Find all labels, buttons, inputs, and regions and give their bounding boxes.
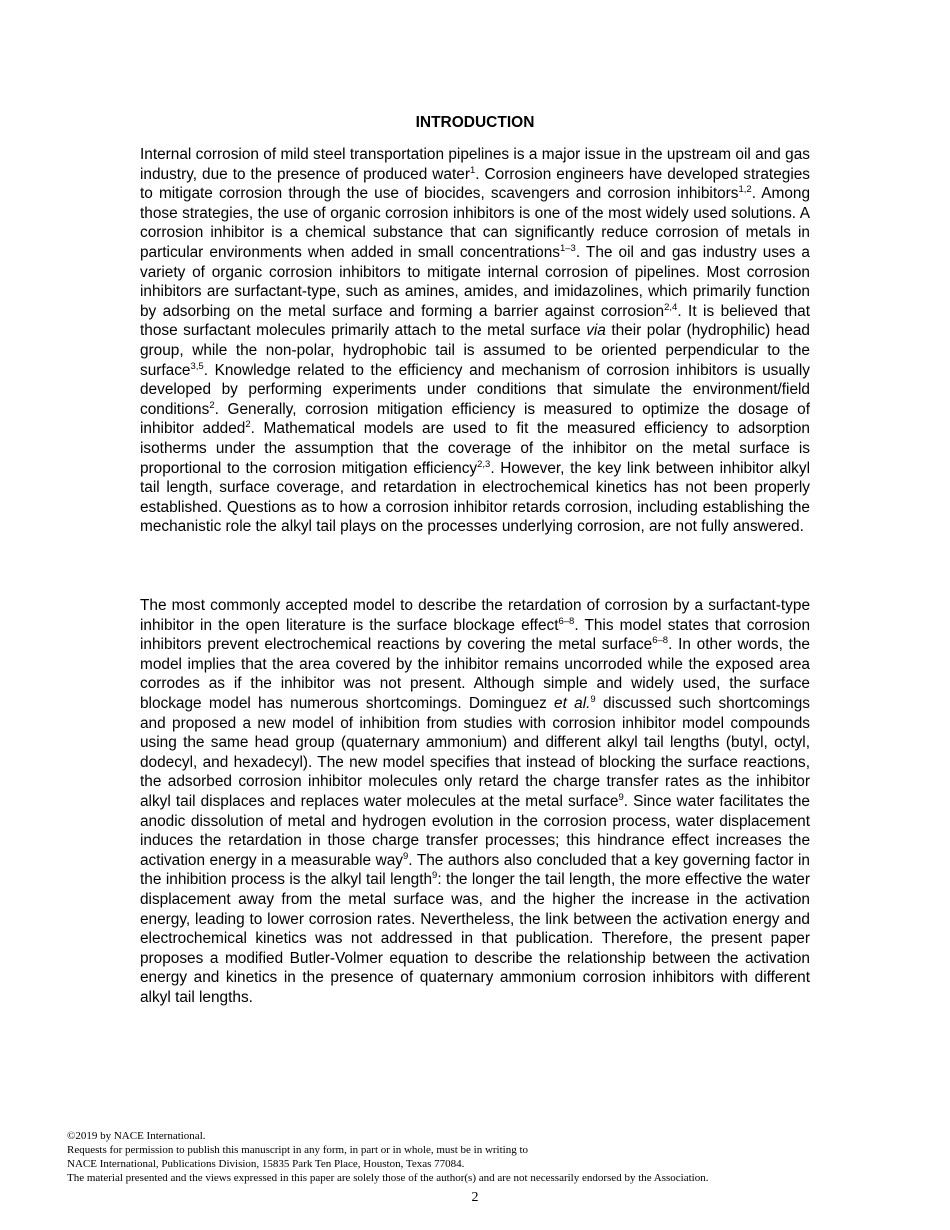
- citation: 1–3: [559, 242, 576, 254]
- citation: 6–8: [558, 615, 575, 627]
- citation: 3,5: [190, 360, 204, 372]
- citation: 1,2: [738, 184, 752, 196]
- citation: 9: [618, 791, 624, 803]
- permission-notice: Requests for permission to publish this manuscript in any form, in part or in whole, must be in writing to: [67, 1144, 529, 1156]
- text-run: . It is believed that those surfactant molecules primarily attach to the metal surface: [140, 302, 810, 340]
- text-run: . This model states that corrosion inhibitors prevent electrochemical reactions by covering the metal surface: [140, 616, 810, 654]
- text-run: . Knowledge related to the efficiency and mechanism of corrosion inhibitors is usually developed by performing experiments under conditions that simulate the environment/field conditions: [140, 361, 810, 418]
- text-run: . However, the key link between inhibitor alkyl tail length, surface coverage, and retardation in electrochemical kinetics has not been properly established. Questions as to how a corrosion inhibitor retards corrosion, including establishing the mechanistic role the alkyl tail plays on the processes underlying corrosion, are not fully answered.: [140, 459, 810, 536]
- citation: 1: [469, 164, 476, 176]
- text-run: . Generally, corrosion mitigation efficiency is measured to optimize the dosage of inhibitor added: [140, 400, 810, 438]
- citation: 6–8: [652, 635, 669, 647]
- introduction-paragraph-1: [140, 145, 810, 537]
- page-number: 2: [471, 1190, 479, 1205]
- text-run: . In other words, the model implies that the area covered by the inhibitor remains uncorroded while the exposed area corrodes as if the inhibitor was not present. Although simple and widely used, the surface blockage model has numerous shortcomings. Dominguez: [140, 636, 810, 712]
- introduction-paragraph-2: [140, 596, 810, 1007]
- text-run: . The authors also concluded that a key governing factor in the inhibition process is the alkyl tail length: [140, 851, 810, 889]
- citation: 9: [432, 870, 438, 882]
- citation: 9: [590, 693, 596, 705]
- text-run: . Corrosion engineers have developed strategies to mitigate corrosion through the use of biocides, scavengers and corrosion inhibitors: [140, 165, 811, 203]
- citation: 2,4: [664, 301, 678, 313]
- disclaimer: The material presented and the views expressed in this paper are solely those of the author(s) and are not necessarily endorsed by the Association.: [67, 1172, 709, 1184]
- copyright-notice: ©2019 by NACE International.: [67, 1130, 206, 1142]
- text-run: . Mathematical models are used to fit the measured efficiency to adsorption isotherms under the assumption that the coverage of the inhibitor on the metal surface is proportional to the corrosion mitigation efficiency: [140, 420, 810, 477]
- section-heading: INTRODUCTION: [415, 114, 535, 131]
- text-run: Internal corrosion of mild steel transportation pipelines is a major issue in the upstream oil and gas industry, due to the presence of produced water: [140, 146, 810, 183]
- text-run: The most commonly accepted model to describe the retardation of corrosion by a surfactant-type inhibitor in the open literature is the surface blockage effect: [140, 597, 810, 634]
- text-run: . Among those strategies, the use of organic corrosion inhibitors is one of the most widely used solutions. A corrosion inhibitor is a chemical substance that can significantly reduce corrosion of metals in particular environments when added in small concentrations: [140, 185, 811, 261]
- text-run: . Since water facilitates the anodic dissolution of metal and hydrogen evolution in the corrosion process, water displacement induces the retardation in those charge transfer processes; this hindrance effect increases the activation energy in a measurable way: [140, 792, 810, 869]
- citation: 9: [403, 850, 409, 862]
- publisher-address: NACE International, Publications Division, 15835 Park Ten Place, Houston, Texas 77084.: [67, 1158, 465, 1170]
- citation: 2,3: [477, 458, 491, 470]
- text-run: their polar (hydrophilic) head group, while the non-polar, hydrophobic tail is assumed to be oriented perpendicular to the surface: [140, 322, 810, 379]
- italic-term: et al.: [554, 694, 591, 712]
- text-run: . The oil and gas industry uses a variety of organic corrosion inhibitors to mitigate internal corrosion of pipelines. Most corrosion inhibitors are surfactant-type, such as amines, amides, and imidazolines, which primarily function by adsorbing on the metal surface and forming a barrier against corrosion: [140, 243, 810, 320]
- citation: 2: [245, 419, 251, 431]
- page-footer: [67, 1129, 887, 1185]
- text-run: : the longer the tail length, the more effective the water displacement away from the metal surface was, and the higher the increase in the activation energy, leading to lower corrosion rates. Nevertheless, the link between the activation energy and electrochemical kinetics was not addressed in that publication. Therefore, the present paper proposes a modified Butler-Volmer equation to describe the relationship between the activation energy and kinetics in the presence of quaternary ammonium corrosion inhibitors with different alkyl tail lengths.: [140, 871, 810, 1006]
- text-run: discussed such shortcomings and proposed a new model of inhibition from studies with corrosion inhibitor model compounds using the same head group (quaternary ammonium) and different alkyl tail lengths (butyl, octyl, dodecyl, and hexadecyl). The new model specifies that instead of blocking the surface reactions, the adsorbed corrosion inhibitor molecules only retard the charge transfer rates as the inhibitor alkyl tail displaces and replaces water molecules at the metal surface: [140, 694, 810, 810]
- citation: 2: [209, 399, 215, 411]
- italic-term: via: [586, 322, 606, 340]
